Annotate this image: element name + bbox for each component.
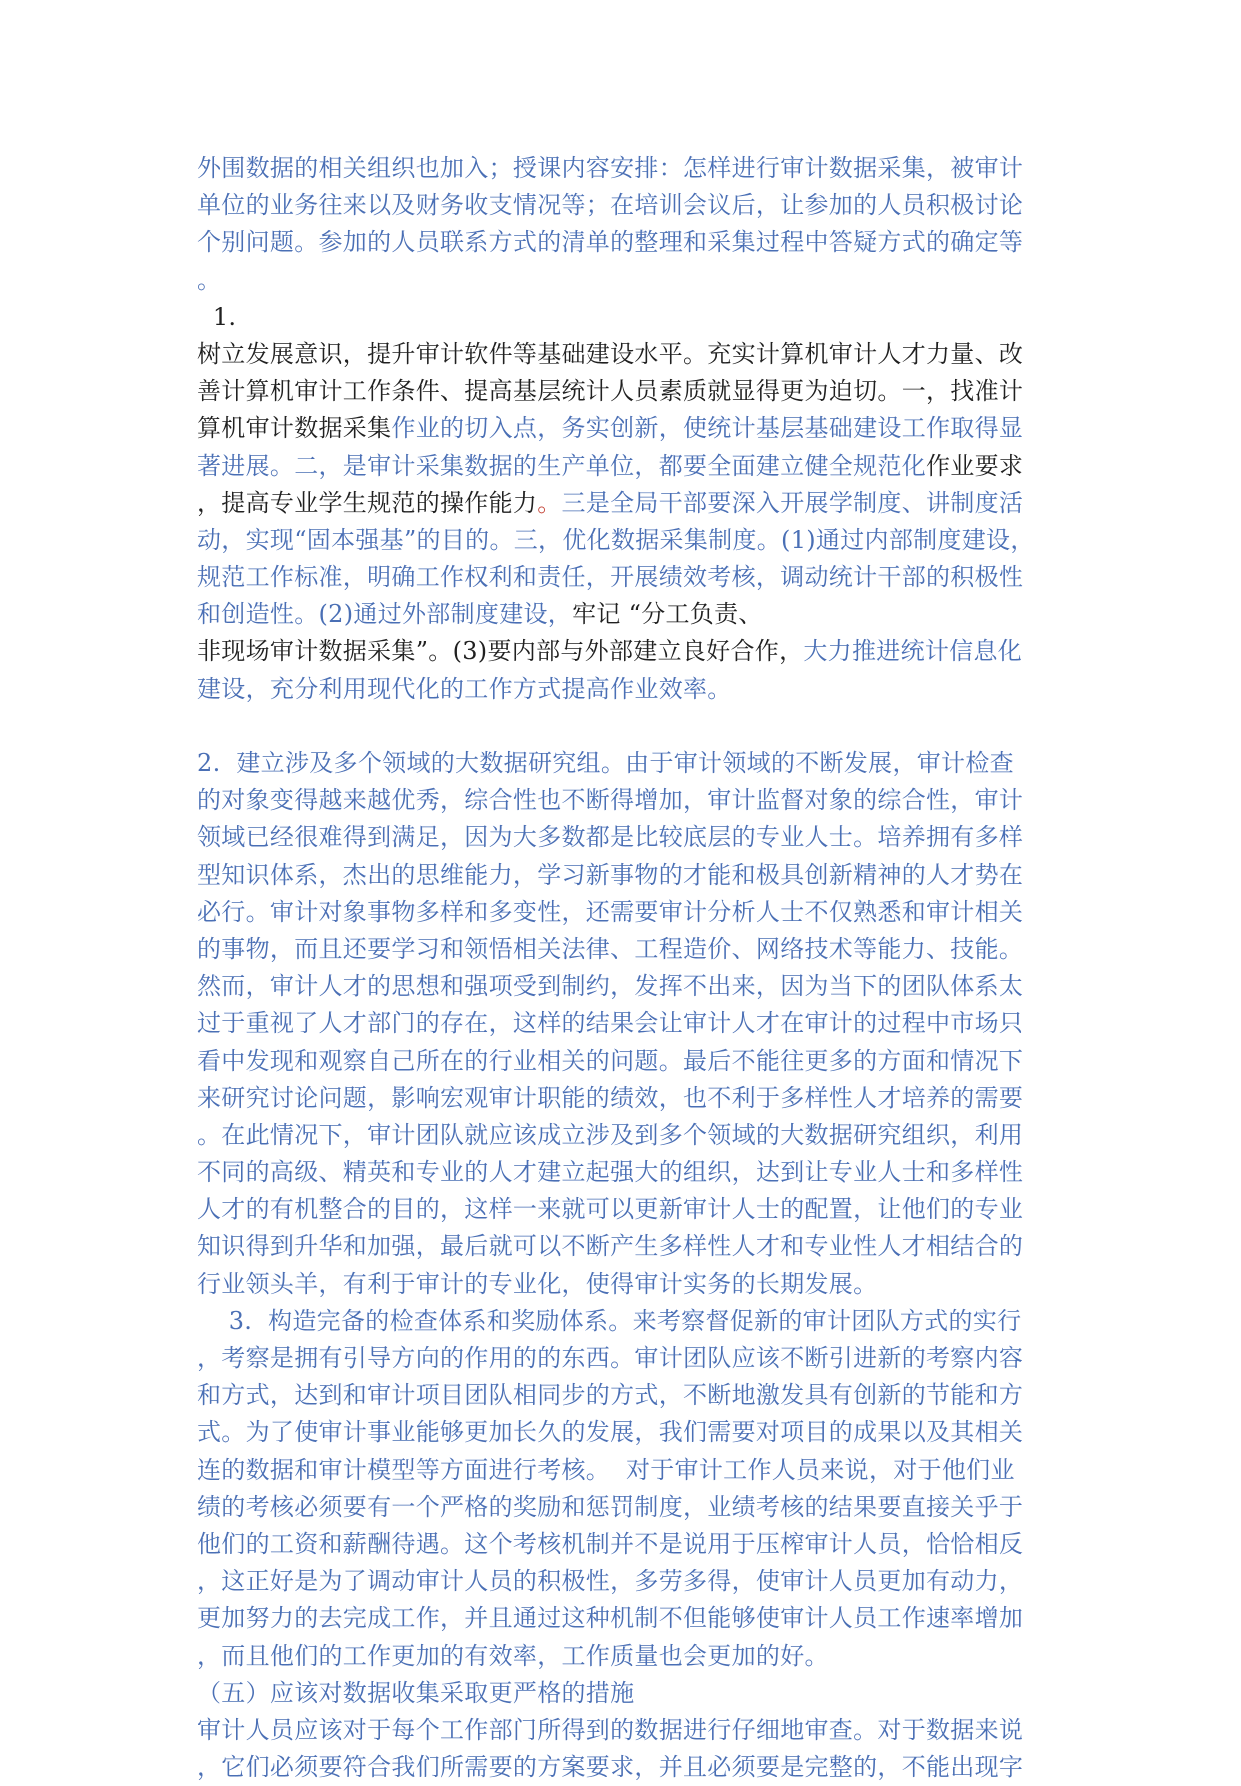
- text-line: [197, 1638, 1057, 1675]
- text-run: 和创造性。(2)通过外部制度建设，: [197, 600, 573, 629]
- text-line: [197, 968, 1057, 1005]
- text-line: [197, 1340, 1057, 1377]
- text-run: 建设，充分利用现代化的工作方式提高作业效率。: [197, 674, 732, 703]
- text-run: 非现场审计数据采集”。(3)要内部与外部建立良好合作，: [197, 637, 804, 666]
- text-line: [197, 782, 1057, 819]
- text-run: 。: [197, 265, 222, 294]
- text-line: [197, 745, 1057, 782]
- text-run: 3. 构造完备的检查体系和奖励体系。来考察督促新的审计团队方式的实行: [197, 1306, 1022, 1335]
- text-run: 作业要求: [926, 451, 1024, 480]
- text-run: 单位的业务往来以及财务收支情况等；在培训会议后，让参加的人员积极讨论: [197, 191, 1024, 220]
- text-run: 。: [537, 488, 562, 517]
- text-run: 制度。(1)通过内部制度建设，: [708, 525, 1035, 554]
- text-line: [197, 1712, 1057, 1749]
- text-line: [197, 857, 1057, 894]
- text-run: 树立发展意识，提升审计软件等基础建设水平。充实计算机审计人才力量、改: [197, 339, 1024, 368]
- text-line: [197, 373, 1057, 410]
- text-run: 然而，审计人才的思想和强项受到制约，发挥不出来，因为当下的团队体系太: [197, 972, 1024, 1001]
- text-line: [197, 522, 1057, 559]
- text-run: 人才的有机整合的目的，这样一来就可以更新审计人士的配置，让他们的专业: [197, 1195, 1024, 1224]
- text-run: 更加努力的去完成工作，并且通过这种机制不但能够使审计人员工作速率增加: [197, 1604, 1024, 1633]
- text-run: 。在此情况下，审计团队就应该成立涉及到多个领域的大数据研究组织，利用: [197, 1120, 1024, 1149]
- text-line: [197, 299, 1057, 336]
- text-line: [197, 633, 1057, 670]
- text-line: [197, 1080, 1057, 1117]
- text-run: ，而且他们的工作更加的有效率，工作质量也会更加的好。: [197, 1641, 829, 1670]
- text-run: 审计人员应该对于每个工作部门所得到的数据进行仔细地审查。对于数据来说: [197, 1715, 1024, 1744]
- text-line: [197, 1675, 1057, 1712]
- text-line: [197, 1563, 1057, 1600]
- text-run: 行业领头羊，有利于审计的专业化，使得审计实务的长期发展。: [197, 1269, 878, 1298]
- text-run: 著进展。二，是审计采集数据的生产单位，都要全面建立健全规范化: [197, 451, 926, 480]
- text-line: [197, 150, 1057, 187]
- text-run: 知识得到升华和加强，最后就可以不断产生多样性人才和专业性人才相结合的: [197, 1232, 1024, 1261]
- text-run: 算机审计数据采集: [197, 414, 392, 443]
- text-line: [197, 1526, 1057, 1563]
- text-run: 动，实现“固本强基”的目的。三，优化数据采集: [197, 525, 709, 554]
- text-line: [197, 1043, 1057, 1080]
- blank-line: [197, 708, 1057, 745]
- text-line: [197, 1489, 1057, 1526]
- text-line: [197, 671, 1057, 708]
- document-body: [197, 150, 1057, 1786]
- text-run: 领域已经很难得到满足，因为大多数都是比较底层的专业人士。培养拥有多样: [197, 823, 1024, 852]
- text-run: 看中发现和观察自己所在的行业相关的问题。最后不能往更多的方面和情况下: [197, 1046, 1024, 1075]
- text-line: [197, 894, 1057, 931]
- text-line: [197, 485, 1057, 522]
- text-run: 的对象变得越来越优秀，综合性也不断得增加，审计监督对象的综合性，审计: [197, 786, 1024, 815]
- text-line: [197, 1600, 1057, 1637]
- text-run: 和方式，达到和审计项目团队相同步的方式，不断地激发具有创新的节能和方: [197, 1381, 1024, 1410]
- text-run: 不同的高级、精英和专业的人才建立起强大的组织，达到让专业人士和多样性: [197, 1158, 1024, 1187]
- text-line: [197, 448, 1057, 485]
- text-line: [197, 1303, 1057, 1340]
- text-run: 善计算机审计工作条件、提高基层统计人员素质就显得更为迫切。一，找准计: [197, 377, 1024, 406]
- text-run: 的事物，而且还要学习和领悟相关法律、工程造价、网络技术等能力、技能。: [197, 934, 1024, 963]
- text-line: [197, 1452, 1057, 1489]
- text-line: [197, 1228, 1057, 1265]
- text-run: 型知识体系，杰出的思维能力，学习新事物的才能和极具创新精神的人才势在: [197, 860, 1024, 889]
- text-line: [197, 1377, 1057, 1414]
- text-line: [197, 1005, 1057, 1042]
- text-line: [197, 410, 1057, 447]
- text-line: [197, 1266, 1057, 1303]
- text-run: 外围数据的相关组织也加入；授课内容安排：怎样进行审计数据采集，被审计: [197, 154, 1024, 182]
- text-line: [197, 1154, 1057, 1191]
- text-line: [197, 1191, 1057, 1228]
- text-run: 个别问题。参加的人员联系方式的清单的整理和采集过程中答疑方式的确定等: [197, 228, 1024, 257]
- text-line: [197, 336, 1057, 373]
- text-run: 三是全局干部要深入开展学制度、讲制度活: [561, 488, 1024, 517]
- text-run: 必行。审计对象事物多样和多变性，还需要审计分析人士不仅熟悉和审计相关: [197, 897, 1024, 926]
- text-run: ，考察是拥有引导方向的作用的的东西。审计团队应该不断引进新的考察内容: [197, 1344, 1024, 1372]
- text-line: [197, 224, 1057, 261]
- text-run: （五）应该对数据收集采取更严格的措施: [197, 1678, 635, 1707]
- text-run: ，这正好是为了调动审计人员的积极性，多劳多得，使审计人员更加有动力，: [197, 1567, 1024, 1596]
- text-line: [197, 1414, 1057, 1451]
- text-line: [197, 1117, 1057, 1154]
- text-line: [197, 1749, 1057, 1786]
- text-run: 规范工作标准，明确工作权利和责任，开展绩效考核，调动统计干部的积极性: [197, 563, 1024, 592]
- text-line: [197, 262, 1057, 299]
- text-line: [197, 931, 1057, 968]
- text-run: ，提高专业学生规范的操作能力: [197, 488, 538, 517]
- text-run: 牢记 “分工负责、: [572, 600, 763, 629]
- text-run: 绩的考核必须要有一个严格的奖励和惩罚制度，业绩考核的结果要直接关乎于: [197, 1492, 1024, 1521]
- text-run: 他们的工资和薪酬待遇。这个考核机制并不是说用于压榨审计人员，恰恰相反: [197, 1529, 1024, 1558]
- text-run: 大力推进统计信息化: [803, 637, 1023, 666]
- text-line: [197, 187, 1057, 224]
- text-run: ，它们必须要符合我们所需要的方案要求，并且必须要是完整的，不能出现字: [197, 1753, 1024, 1782]
- text-line: [197, 559, 1057, 596]
- text-line: [197, 819, 1057, 856]
- text-run: 1.: [197, 302, 237, 331]
- text-run: 过于重视了人才部门的存在，这样的结果会让审计人才在审计的过程中市场只: [197, 1009, 1024, 1038]
- text-run: 来研究讨论问题，影响宏观审计职能的绩效，也不利于多样性人才培养的需要: [197, 1083, 1024, 1112]
- text-run: 作业的切入点，务实创新，使统计基层基础建设工作取得显: [391, 414, 1024, 443]
- text-line: [197, 596, 1057, 633]
- text-run: 连的数据和审计模型等方面进行考核。 对于审计工作人员来说，对于他们业: [197, 1455, 1015, 1484]
- text-run: 2. 建立涉及多个领域的大数据研究组。由于审计领域的不断发展，审计检查: [197, 749, 1014, 777]
- text-run: 式。为了使审计事业能够更加长久的发展，我们需要对项目的成果以及其相关: [197, 1418, 1024, 1447]
